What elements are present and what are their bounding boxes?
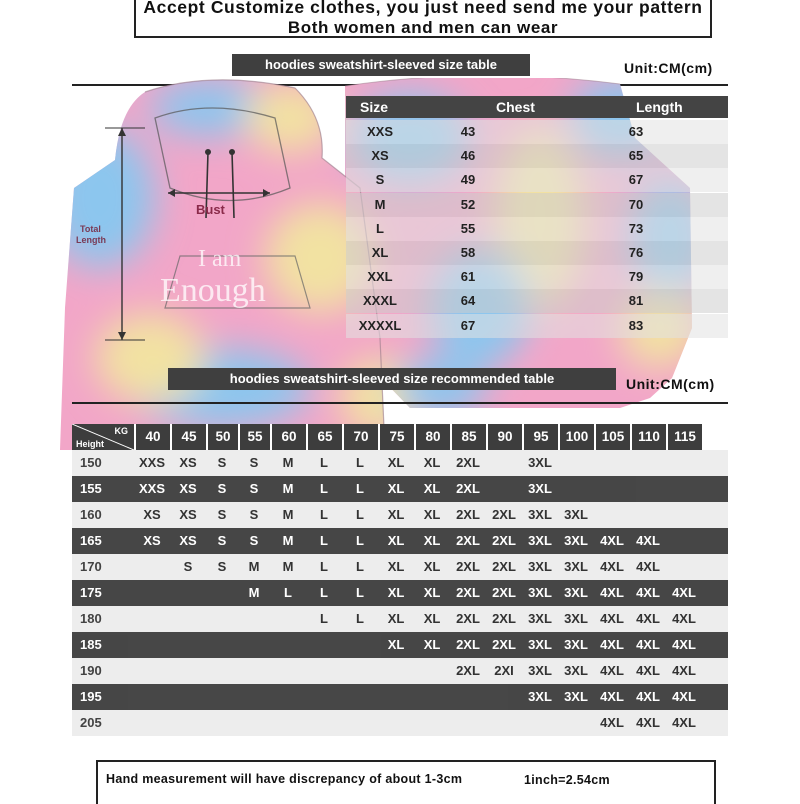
recommend-size-cell: S <box>217 507 227 522</box>
recommend-size-cell: 4XL <box>672 585 696 600</box>
size-table-row <box>346 144 728 168</box>
recommend-size-cell: M <box>282 507 294 522</box>
recommend-size-cell: 3XL <box>564 663 588 678</box>
size-cell: XXXXL <box>358 317 402 333</box>
recommend-table-row <box>72 450 728 476</box>
recommend-size-cell: S <box>217 481 227 496</box>
recommend-size-cell <box>238 710 270 736</box>
recommend-size-cell <box>306 710 342 736</box>
recommend-size-cell: 2XL <box>492 533 516 548</box>
recommend-size-cell <box>206 606 238 632</box>
recommend-size-cell: 3XL <box>564 611 588 626</box>
recommend-size-cell: S <box>217 559 227 574</box>
height-cell: 160 <box>80 507 102 522</box>
recommend-size-cell <box>206 710 238 736</box>
size-table-row <box>346 289 728 313</box>
column-size: Size <box>360 99 389 115</box>
length-cell: 73 <box>628 220 644 236</box>
size-table-row <box>346 217 728 241</box>
recommend-size-cell <box>238 658 270 684</box>
recommend-size-cell: XL <box>387 585 405 600</box>
recommend-size-cell: XL <box>423 559 441 574</box>
weight-header-cell: 50 <box>206 424 238 450</box>
recommend-size-cell <box>170 606 206 632</box>
recommend-size-cell: 4XL <box>672 637 696 652</box>
recommend-size-cell: XL <box>387 507 405 522</box>
recommend-size-cell <box>666 450 702 476</box>
height-cell: 150 <box>80 455 102 470</box>
height-cell: 175 <box>80 585 102 600</box>
recommend-size-cell <box>134 606 170 632</box>
recommend-size-cell: L <box>356 611 364 626</box>
recommend-size-cell: M <box>248 585 260 600</box>
recommend-size-cell <box>206 580 238 606</box>
size-cell: M <box>374 196 386 212</box>
recommend-size-cell <box>134 632 170 658</box>
recommend-size-cell <box>558 476 594 502</box>
size-table-row <box>346 241 728 265</box>
recommend-size-cell <box>170 580 206 606</box>
weight-header-cell: 85 <box>450 424 486 450</box>
recommend-size-cell: 3XL <box>528 455 552 470</box>
recommend-size-cell: XL <box>423 533 441 548</box>
recommend-size-cell: 3XL <box>564 533 588 548</box>
height-cell: 190 <box>80 663 102 678</box>
recommend-size-cell <box>342 684 378 710</box>
recommend-size-cell <box>666 528 702 554</box>
chest-cell: 61 <box>460 269 476 285</box>
size-table-row <box>346 193 728 217</box>
recommend-size-cell <box>238 606 270 632</box>
recommend-size-cell: 4XL <box>636 689 660 704</box>
height-cell: 205 <box>80 715 102 730</box>
recommend-size-cell: M <box>282 559 294 574</box>
recommend-size-cell: L <box>356 507 364 522</box>
recommend-size-cell: 3XL <box>528 507 552 522</box>
recommend-size-cell: 4XL <box>672 663 696 678</box>
recommend-size-cell: L <box>356 533 364 548</box>
recommend-size-cell <box>594 476 630 502</box>
recommend-size-cell <box>342 632 378 658</box>
size-table-row <box>346 265 728 289</box>
recommend-size-cell <box>486 450 522 476</box>
recommend-size-cell <box>630 476 666 502</box>
recommend-size-cell: XXS <box>138 455 165 470</box>
recommend-size-cell <box>378 684 414 710</box>
column-length: Length <box>636 99 683 115</box>
chest-cell: 46 <box>460 148 476 164</box>
column-chest: Chest <box>496 99 535 115</box>
recommend-size-cell: 2XL <box>492 611 516 626</box>
recommend-size-cell: 4XL <box>600 533 624 548</box>
recommend-size-cell: 3XL <box>564 585 588 600</box>
recommend-size-cell: 2XL <box>456 481 480 496</box>
recommend-table-row <box>72 710 728 736</box>
length-cell: 76 <box>628 245 644 260</box>
recommend-size-cell <box>558 450 594 476</box>
recommend-size-cell: 2XL <box>492 559 516 574</box>
recommend-size-cell <box>270 684 306 710</box>
size-table-row <box>346 314 728 338</box>
chest-cell: 43 <box>460 124 476 139</box>
recommend-size-cell: L <box>320 559 328 574</box>
recommend-size-cell <box>342 658 378 684</box>
recommend-size-cell <box>630 450 666 476</box>
chest-cell: 52 <box>460 196 476 212</box>
recommend-size-cell: 4XL <box>672 715 696 730</box>
size-cell: XL <box>371 245 389 260</box>
recommend-size-cell <box>486 476 522 502</box>
recommend-size-cell: M <box>282 455 294 470</box>
recommend-size-cell <box>206 632 238 658</box>
recommend-size-cell: XS <box>179 481 197 496</box>
weight-header-cell: 100 <box>558 424 594 450</box>
recommend-size-cell <box>630 502 666 528</box>
recommend-size-cell: 4XL <box>600 559 624 574</box>
recommend-size-cell: 4XL <box>600 637 624 652</box>
length-cell: 63 <box>628 124 644 139</box>
recommend-size-cell: S <box>249 533 259 548</box>
height-cell: 155 <box>80 481 102 496</box>
recommend-size-cell <box>134 658 170 684</box>
recommend-size-cell <box>666 476 702 502</box>
header-line-2: Both women and men can wear <box>287 18 559 37</box>
recommend-size-cell <box>170 632 206 658</box>
recommend-size-cell: L <box>320 481 328 496</box>
recommend-table-unit: Unit:CM(cm) <box>626 376 715 392</box>
weight-header-cell: 95 <box>522 424 558 450</box>
weight-header-cell: 75 <box>378 424 414 450</box>
recommend-size-cell <box>486 684 522 710</box>
height-cell: 195 <box>80 689 102 704</box>
size-table-row <box>346 120 728 144</box>
recommend-size-cell <box>594 450 630 476</box>
recommend-table-row <box>72 684 728 710</box>
recommend-size-cell: 3XL <box>528 689 552 704</box>
recommend-size-cell: XL <box>387 455 405 470</box>
recommend-size-cell: M <box>282 481 294 496</box>
weight-header-cell: 60 <box>270 424 306 450</box>
recommend-size-cell <box>450 710 486 736</box>
watermark-line-1: I am <box>198 246 242 272</box>
recommend-size-cell: XL <box>387 611 405 626</box>
recommend-size-cell <box>558 710 594 736</box>
recommend-size-cell: XS <box>179 533 197 548</box>
size-cell: S <box>375 172 385 188</box>
recommend-size-cell <box>238 632 270 658</box>
bust-label: Bust <box>196 202 225 217</box>
size-cell: XXS <box>366 124 393 139</box>
weight-header-cell: 45 <box>170 424 206 450</box>
size-cell: XS <box>371 148 389 164</box>
recommend-size-cell <box>378 710 414 736</box>
total-length-label-1: Total <box>80 224 101 234</box>
size-table-row <box>346 168 728 192</box>
recommend-size-cell <box>270 710 306 736</box>
recommend-size-cell: 2XL <box>456 455 480 470</box>
size-table-title: hoodies sweatshirt-sleeved size table <box>232 54 530 76</box>
recommend-size-cell <box>206 684 238 710</box>
recommend-table <box>72 424 728 736</box>
recommend-size-cell: 4XL <box>672 689 696 704</box>
size-table-unit: Unit:CM(cm) <box>624 60 713 76</box>
recommend-size-cell <box>170 710 206 736</box>
length-cell: 81 <box>628 293 644 309</box>
recommend-size-cell: XL <box>387 533 405 548</box>
recommend-size-cell: 2XL <box>456 507 480 522</box>
corner-height-label: Height <box>76 439 104 449</box>
recommend-size-cell <box>170 658 206 684</box>
recommend-size-cell <box>134 684 170 710</box>
recommend-size-cell: XL <box>387 637 405 652</box>
recommend-size-cell: L <box>320 507 328 522</box>
total-length-label-2: Length <box>76 235 106 245</box>
recommend-size-cell <box>414 684 450 710</box>
recommend-size-cell: 4XL <box>636 637 660 652</box>
recommend-table-row <box>72 554 728 580</box>
length-cell: 79 <box>628 269 644 285</box>
watermark-line-2: Enough <box>160 272 266 309</box>
recommend-size-cell: 3XL <box>564 637 588 652</box>
length-cell: 67 <box>628 172 644 188</box>
recommend-size-cell: XS <box>179 455 197 470</box>
footer-conversion: 1inch=2.54cm <box>524 773 610 787</box>
recommend-size-cell <box>342 710 378 736</box>
recommend-size-cell: 3XL <box>528 481 552 496</box>
recommend-size-cell <box>666 554 702 580</box>
recommend-size-cell: XL <box>423 611 441 626</box>
recommend-size-cell: S <box>249 507 259 522</box>
recommend-size-cell <box>450 684 486 710</box>
recommend-table-row <box>72 528 728 554</box>
recommend-table-row <box>72 476 728 502</box>
recommend-size-cell <box>522 710 558 736</box>
recommend-table-row <box>72 580 728 606</box>
recommend-table-row <box>72 502 728 528</box>
recommend-size-cell: 4XL <box>636 559 660 574</box>
recommend-size-cell: 2XL <box>456 559 480 574</box>
chest-cell: 67 <box>460 317 476 333</box>
recommend-table-title: hoodies sweatshirt-sleeved size recommended table <box>168 368 616 390</box>
recommend-size-cell: 3XL <box>528 533 552 548</box>
recommend-size-cell: 3XL <box>528 611 552 626</box>
chest-cell: 58 <box>460 245 476 260</box>
recommend-size-cell: 3XL <box>564 689 588 704</box>
recommend-size-cell <box>306 658 342 684</box>
recommend-size-cell: 4XL <box>636 663 660 678</box>
weight-header-cell: 105 <box>594 424 630 450</box>
recommend-size-cell <box>134 710 170 736</box>
recommend-size-cell: 3XL <box>528 637 552 652</box>
recommend-size-cell: 2XL <box>492 507 516 522</box>
size-table-header <box>346 96 728 118</box>
recommend-size-cell: S <box>249 455 259 470</box>
recommend-size-cell: 3XL <box>528 559 552 574</box>
recommend-size-cell <box>238 684 270 710</box>
recommend-size-cell: 3XL <box>564 559 588 574</box>
recommend-size-cell: 4XL <box>672 611 696 626</box>
recommend-size-cell: 2XL <box>492 637 516 652</box>
footer-note: Hand measurement will have discrepancy of about 1-3cm <box>106 772 463 786</box>
recommend-table-row <box>72 606 728 632</box>
recommend-size-cell: S <box>217 533 227 548</box>
recommend-size-cell: 4XL <box>600 611 624 626</box>
recommend-size-cell <box>666 502 702 528</box>
recommend-size-cell <box>170 684 206 710</box>
recommend-size-cell: L <box>284 585 292 600</box>
recommend-size-cell <box>486 710 522 736</box>
size-cell: XXXL <box>363 293 397 309</box>
recommend-size-cell <box>270 632 306 658</box>
recommend-size-cell: 3XL <box>564 507 588 522</box>
recommend-size-cell: 4XL <box>600 689 624 704</box>
weight-header-cell: 70 <box>342 424 378 450</box>
recommend-size-cell: XL <box>423 585 441 600</box>
recommend-size-cell: L <box>320 533 328 548</box>
recommend-size-cell: M <box>282 533 294 548</box>
weight-header-cell: 65 <box>306 424 342 450</box>
recommend-size-cell <box>270 606 306 632</box>
recommend-size-cell: 2XL <box>456 663 480 678</box>
recommend-size-cell: L <box>356 559 364 574</box>
length-cell: 70 <box>628 196 644 212</box>
recommend-size-cell: 2XI <box>494 663 514 678</box>
recommend-size-cell: S <box>183 559 193 574</box>
weight-header-cell: 110 <box>630 424 666 450</box>
recommend-size-cell: XL <box>387 559 405 574</box>
recommend-size-cell: 2XL <box>456 637 480 652</box>
recommend-size-cell: 3XL <box>528 663 552 678</box>
height-cell: 165 <box>80 533 102 548</box>
corner-kg-label: KG <box>114 426 128 436</box>
height-cell: 170 <box>80 559 102 574</box>
height-cell: 180 <box>80 611 102 626</box>
recommend-size-cell: 4XL <box>600 715 624 730</box>
recommend-size-cell: 4XL <box>636 611 660 626</box>
length-cell: 65 <box>628 148 644 164</box>
recommend-size-cell: 2XL <box>456 611 480 626</box>
weight-header-cell: 40 <box>134 424 170 450</box>
weight-header-cell: 80 <box>414 424 450 450</box>
weight-header-row <box>72 424 728 450</box>
recommend-size-cell: XS <box>143 533 161 548</box>
recommend-size-cell: XL <box>423 455 441 470</box>
recommend-size-cell <box>306 684 342 710</box>
recommend-size-cell <box>306 632 342 658</box>
recommend-size-cell: S <box>217 455 227 470</box>
chest-cell: 55 <box>460 220 476 236</box>
recommend-size-cell: XL <box>423 507 441 522</box>
recommend-size-cell <box>134 554 170 580</box>
recommend-size-cell: XS <box>143 507 161 522</box>
recommend-size-cell: L <box>356 455 364 470</box>
recommend-size-cell <box>414 710 450 736</box>
recommend-size-cell <box>414 658 450 684</box>
weight-header-cell: 115 <box>666 424 702 450</box>
recommend-size-cell: S <box>249 481 259 496</box>
recommend-size-cell: L <box>320 611 328 626</box>
recommend-table-row <box>72 632 728 658</box>
table-corner <box>72 424 134 450</box>
weight-header-cell: 90 <box>486 424 522 450</box>
recommend-table-body <box>72 450 728 736</box>
recommend-size-cell: 3XL <box>528 585 552 600</box>
weight-header-cell: 55 <box>238 424 270 450</box>
recommend-size-cell: M <box>248 559 260 574</box>
length-cell: 83 <box>628 317 644 333</box>
recommend-size-cell: XXS <box>138 481 165 496</box>
recommend-size-cell <box>270 658 306 684</box>
chest-cell: 64 <box>460 293 476 309</box>
recommend-size-cell: L <box>320 585 328 600</box>
size-cell: L <box>376 220 384 236</box>
recommend-size-cell: 4XL <box>636 585 660 600</box>
recommend-size-cell: XS <box>179 507 197 522</box>
recommend-size-cell <box>594 502 630 528</box>
recommend-size-cell: 2XL <box>456 585 480 600</box>
chest-cell: 49 <box>460 172 476 188</box>
recommend-size-cell: 4XL <box>600 585 624 600</box>
recommend-size-cell <box>206 658 238 684</box>
header-line-1: Accept Customize clothes, you just need send me your pattern <box>143 0 703 17</box>
recommend-size-cell: XL <box>423 637 441 652</box>
height-cell: 185 <box>80 637 102 652</box>
recommend-size-cell: XL <box>387 481 405 496</box>
size-cell: XXL <box>367 269 393 285</box>
recommend-table-row <box>72 658 728 684</box>
recommend-size-cell: 4XL <box>600 663 624 678</box>
recommend-size-cell <box>378 658 414 684</box>
recommend-size-cell: 2XL <box>492 585 516 600</box>
recommend-size-cell: L <box>356 481 364 496</box>
recommend-size-cell: 4XL <box>636 533 660 548</box>
divider-middle <box>72 402 728 404</box>
recommend-size-cell: 4XL <box>636 715 660 730</box>
recommend-size-cell: L <box>320 455 328 470</box>
recommend-size-cell: XL <box>423 481 441 496</box>
recommend-size-cell <box>134 580 170 606</box>
recommend-size-cell: L <box>356 585 364 600</box>
recommend-size-cell: 2XL <box>456 533 480 548</box>
